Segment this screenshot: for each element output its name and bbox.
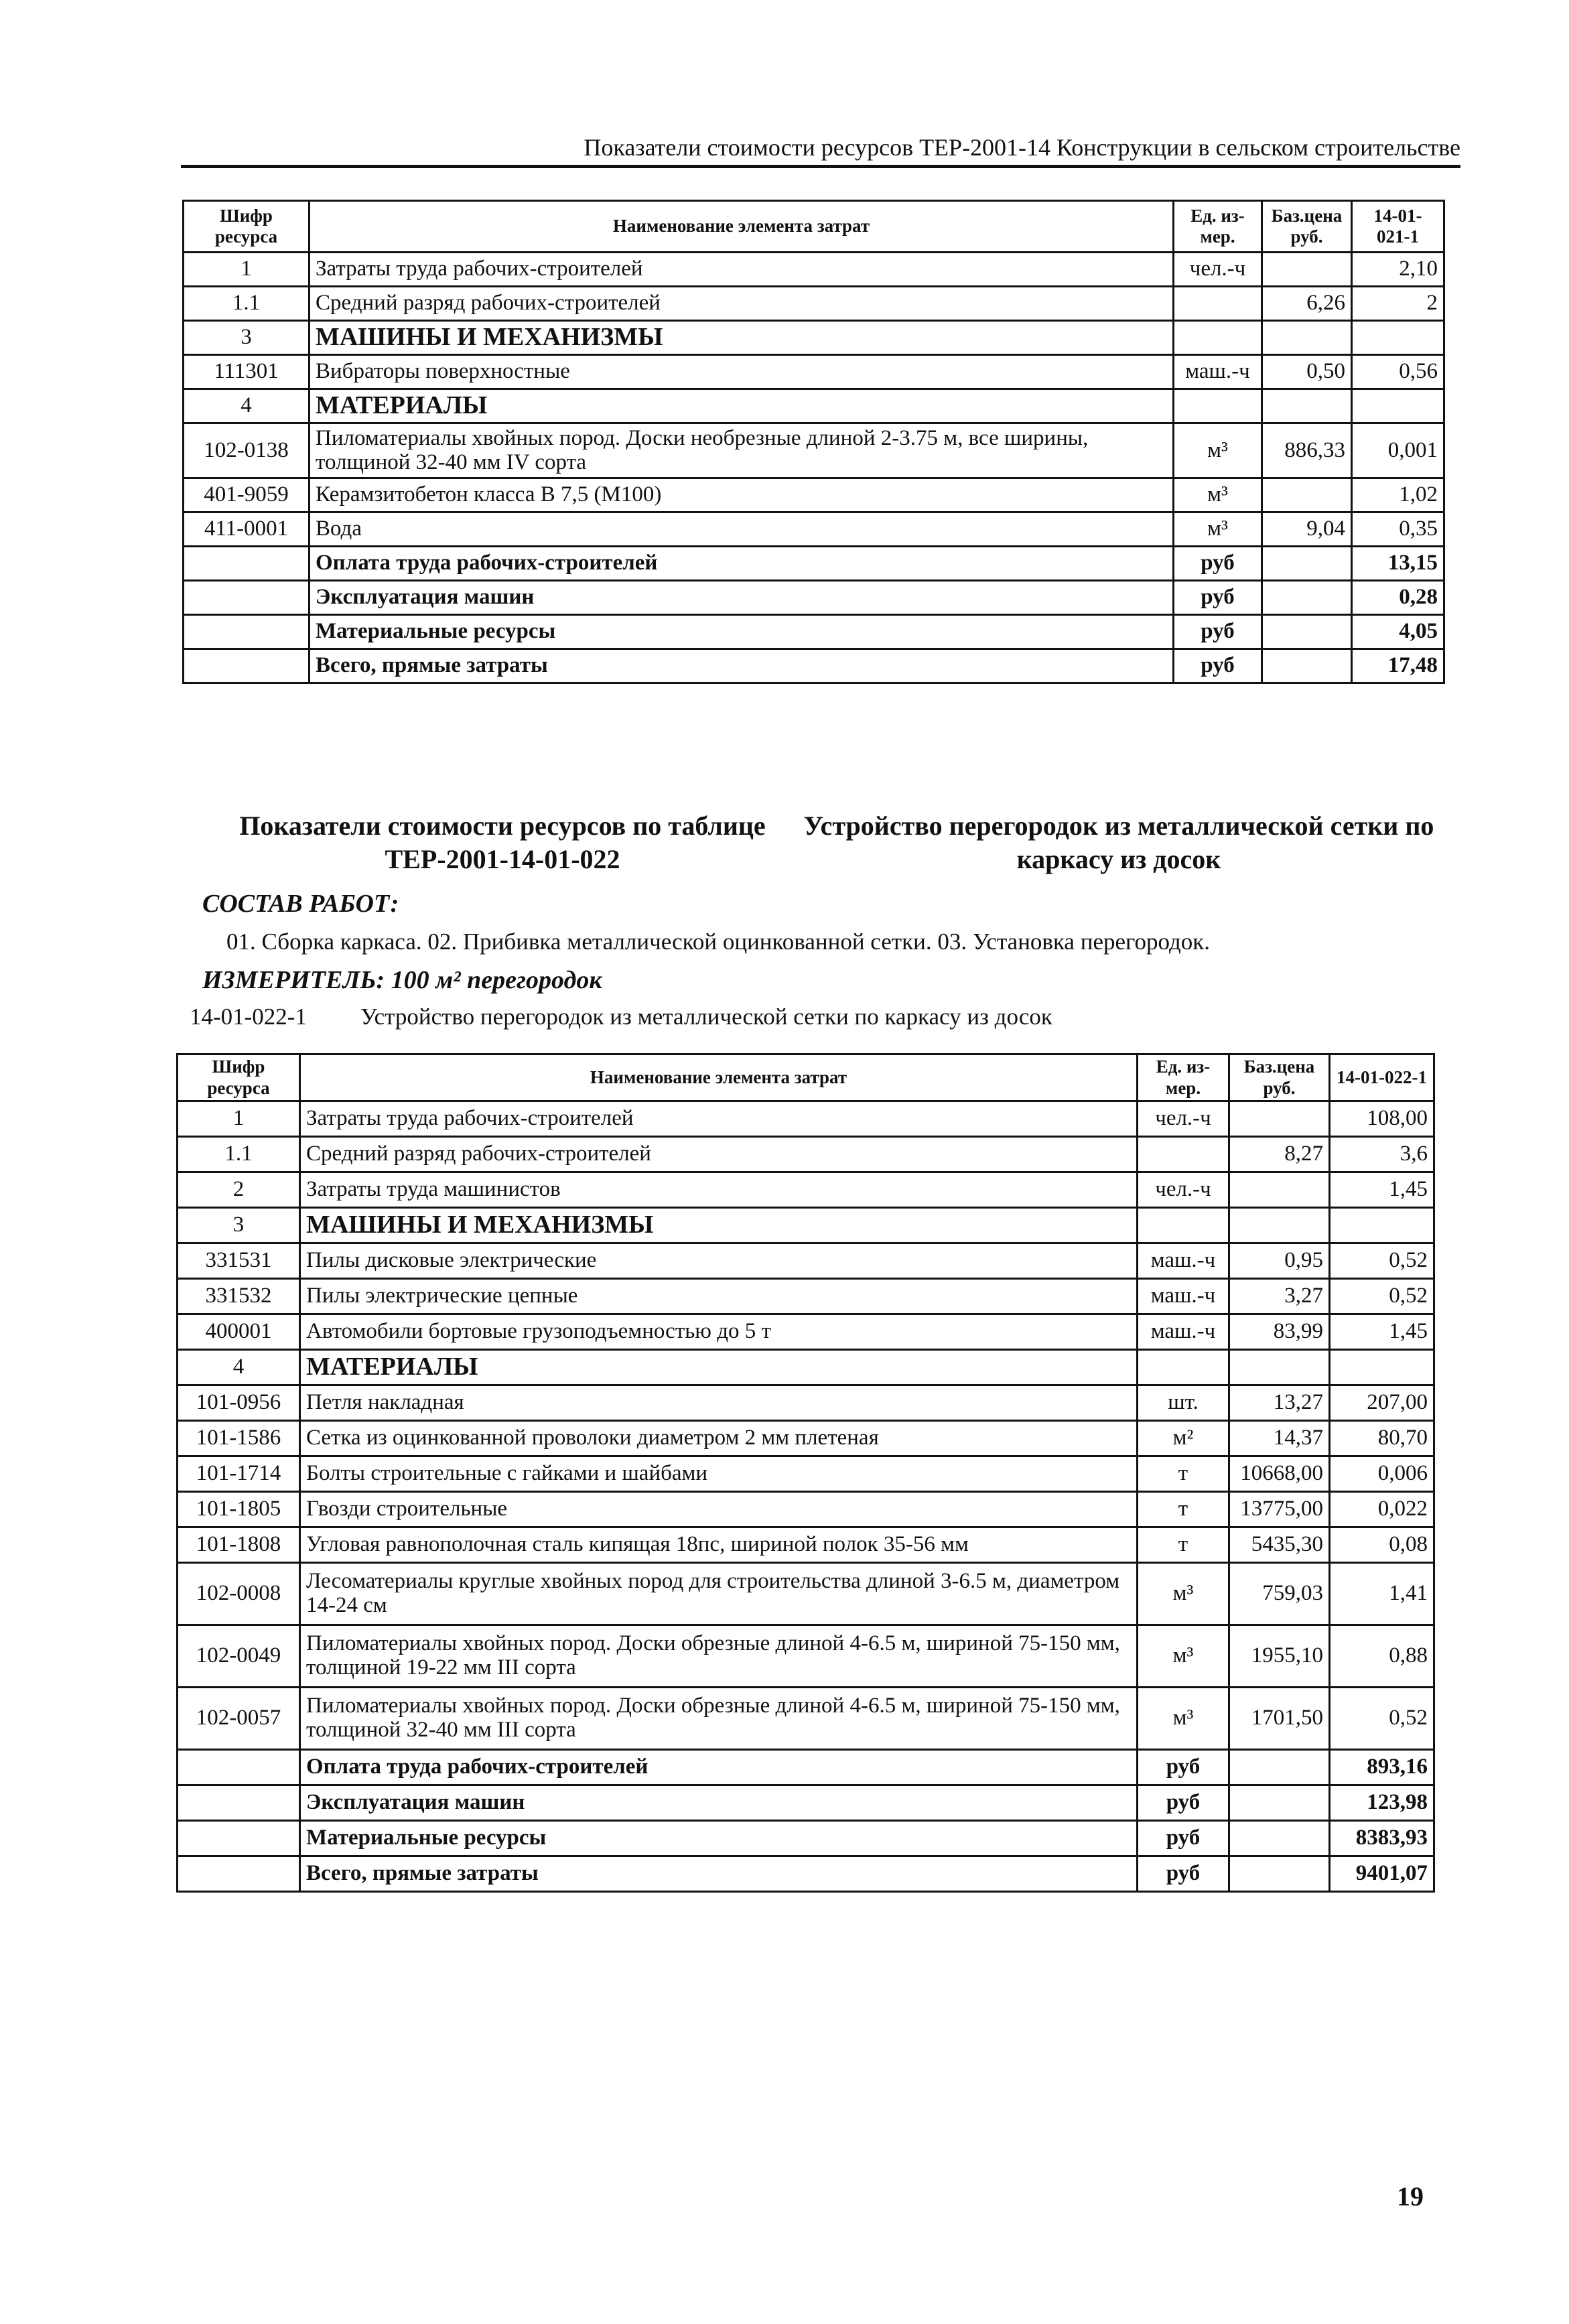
unit (1174, 321, 1262, 355)
table-header-row (178, 1054, 1434, 1101)
section-row (184, 321, 1444, 355)
page-number: 19 (1397, 2181, 1424, 2211)
norm-value: 207,00 (1330, 1385, 1434, 1421)
norm-value: 0,001 (1352, 423, 1444, 478)
norm-value: 0,52 (1330, 1688, 1434, 1750)
table-row (178, 1385, 1434, 1421)
total-row (184, 615, 1444, 649)
table-header-row (184, 201, 1444, 253)
resource-code: 101-0956 (178, 1385, 300, 1421)
unit: т (1138, 1492, 1229, 1527)
norm-value: 1,02 (1352, 478, 1444, 512)
resource-table-14-01-021 (182, 200, 1445, 684)
section-title-work-name: Устройство перегородок из металлической сетки по каркасу из досок (803, 811, 1434, 874)
resource-code: 401-9059 (184, 478, 310, 512)
total-price-blank (1229, 1750, 1330, 1785)
total-unit: руб (1174, 581, 1262, 615)
norm-value: 2 (1352, 287, 1444, 321)
base-price: 83,99 (1229, 1314, 1330, 1350)
resource-code: 102-0008 (178, 1563, 300, 1625)
total-unit: руб (1174, 649, 1262, 683)
resource-code: 4 (184, 389, 310, 423)
resource-code: 1 (178, 1101, 300, 1137)
base-price: 1955,10 (1229, 1625, 1330, 1688)
total-price-blank (1262, 581, 1352, 615)
resource-code: 102-0049 (178, 1625, 300, 1688)
table-row (184, 512, 1444, 547)
table-row (178, 1688, 1434, 1750)
base-price: 759,03 (1229, 1563, 1330, 1625)
base-price (1262, 321, 1352, 355)
resource-code: 4 (178, 1350, 300, 1385)
unit: м³ (1174, 512, 1262, 547)
cost-element-name: Автомобили бортовые грузоподъемностью до 5 т (300, 1314, 1138, 1350)
item-title: Устройство перегородок из металлической сетки по каркасу из досок (360, 1004, 1052, 1030)
section-heading: МАТЕРИАЛЫ (300, 1350, 1138, 1385)
resource-code: 101-1808 (178, 1527, 300, 1563)
resource-code: 3 (178, 1208, 300, 1243)
unit: т (1138, 1456, 1229, 1492)
composition-text: 01. Сборка каркаса. 02. Прибивка металлической оцинкованной сетки. 03. Установка перегородок. (226, 929, 1211, 955)
header-resource-code: Шифр ресурса (184, 201, 310, 253)
section-row (178, 1350, 1434, 1385)
resource-code: 101-1714 (178, 1456, 300, 1492)
cost-element-name: Вода (310, 512, 1174, 547)
total-label: Всего, прямые затраты (310, 649, 1174, 683)
unit: маш.-ч (1174, 355, 1262, 389)
norm-value: 108,00 (1330, 1101, 1434, 1137)
header-cost-element: Наименование элемента затрат (310, 201, 1174, 253)
table-row (178, 1625, 1434, 1688)
base-price (1229, 1208, 1330, 1243)
unit: м³ (1138, 1625, 1229, 1688)
base-price (1229, 1172, 1330, 1208)
resource-code: 3 (184, 321, 310, 355)
total-label: Оплата труда рабочих-строителей (300, 1750, 1138, 1785)
meter-label: ИЗМЕРИТЕЛЬ: 100 м² перегородок (202, 966, 602, 994)
total-row (178, 1750, 1434, 1785)
resource-code: 411-0001 (184, 512, 310, 547)
total-value: 9401,07 (1330, 1856, 1434, 1892)
unit (1138, 1350, 1229, 1385)
total-price-blank (1262, 649, 1352, 683)
cost-element-name: Лесоматериалы круглые хвойных пород для строительства длиной 3-6.5 м, диаметром 14-24 см (300, 1563, 1138, 1625)
table-row (184, 423, 1444, 478)
section-row (184, 389, 1444, 423)
total-label: Оплата труда рабочих-строителей (310, 547, 1174, 581)
resource-code: 1.1 (184, 287, 310, 321)
base-price (1262, 389, 1352, 423)
norm-value: 80,70 (1330, 1421, 1434, 1456)
norm-value: 1,45 (1330, 1314, 1434, 1350)
table-row (178, 1421, 1434, 1456)
unit: м³ (1138, 1563, 1229, 1625)
resource-code: 101-1805 (178, 1492, 300, 1527)
cost-element-name: Затраты труда машинистов (300, 1172, 1138, 1208)
base-price: 8,27 (1229, 1137, 1330, 1172)
resource-code: 1.1 (178, 1137, 300, 1172)
table-row (178, 1527, 1434, 1563)
total-price-blank (1229, 1785, 1330, 1821)
unit (1138, 1208, 1229, 1243)
cost-element-name: Пилы дисковые электрические (300, 1243, 1138, 1279)
total-row (178, 1856, 1434, 1892)
base-price (1229, 1101, 1330, 1137)
norm-value: 0,006 (1330, 1456, 1434, 1492)
total-code-blank (184, 615, 310, 649)
composition-label: СОСТАВ РАБОТ: (202, 890, 399, 918)
table-row (178, 1243, 1434, 1279)
table-row (178, 1563, 1434, 1625)
base-price: 14,37 (1229, 1421, 1330, 1456)
resource-code: 101-1586 (178, 1421, 300, 1456)
total-price-blank (1262, 547, 1352, 581)
cost-element-name: Средний разряд рабочих-строителей (310, 287, 1174, 321)
base-price (1262, 253, 1352, 287)
section-heading: МАТЕРИАЛЫ (310, 389, 1174, 423)
resource-code: 111301 (184, 355, 310, 389)
total-row (178, 1821, 1434, 1856)
total-label: Материальные ресурсы (310, 615, 1174, 649)
norm-value: 0,35 (1352, 512, 1444, 547)
cost-element-name: Гвозди строительные (300, 1492, 1138, 1527)
resource-code: 400001 (178, 1314, 300, 1350)
unit (1138, 1137, 1229, 1172)
unit: чел.-ч (1174, 253, 1262, 287)
total-value: 8383,93 (1330, 1821, 1434, 1856)
unit: шт. (1138, 1385, 1229, 1421)
table-row (178, 1456, 1434, 1492)
total-price-blank (1262, 615, 1352, 649)
base-price (1229, 1350, 1330, 1385)
item-code: 14-01-022-1 (190, 1004, 307, 1030)
norm-value: 0,88 (1330, 1625, 1434, 1688)
total-row (178, 1785, 1434, 1821)
base-price: 886,33 (1262, 423, 1352, 478)
total-code-blank (178, 1856, 300, 1892)
header-base-price: Баз.цена руб. (1229, 1054, 1330, 1101)
cost-element-name: Затраты труда рабочих-строителей (310, 253, 1174, 287)
total-code-blank (184, 547, 310, 581)
cost-element-name: Пиломатериалы хвойных пород. Доски обрезные длиной 4-6.5 м, шириной 75-150 мм, толщиной 32-40 мм III сорта (300, 1688, 1138, 1750)
norm-value (1330, 1350, 1434, 1385)
section-row (178, 1208, 1434, 1243)
norm-value: 3,6 (1330, 1137, 1434, 1172)
total-label: Эксплуатация машин (310, 581, 1174, 615)
norm-value: 1,45 (1330, 1172, 1434, 1208)
total-label: Эксплуатация машин (300, 1785, 1138, 1821)
section-heading: МАШИНЫ И МЕХАНИЗМЫ (310, 321, 1174, 355)
total-row (184, 649, 1444, 683)
total-code-blank (178, 1750, 300, 1785)
unit: маш.-ч (1138, 1243, 1229, 1279)
unit: м³ (1174, 423, 1262, 478)
total-value: 4,05 (1352, 615, 1444, 649)
cost-element-name: Вибраторы поверхностные (310, 355, 1174, 389)
total-code-blank (184, 649, 310, 683)
total-value: 13,15 (1352, 547, 1444, 581)
table-row (184, 355, 1444, 389)
table-row (184, 478, 1444, 512)
total-unit: руб (1138, 1785, 1229, 1821)
table-row (184, 287, 1444, 321)
header-cost-element: Наименование элемента затрат (300, 1054, 1138, 1101)
norm-value: 0,08 (1330, 1527, 1434, 1563)
norm-value: 0,52 (1330, 1279, 1434, 1314)
base-price: 1701,50 (1229, 1688, 1330, 1750)
header-norm-code: 14-01-021-1 (1352, 201, 1444, 253)
cost-element-name: Пилы электрические цепные (300, 1279, 1138, 1314)
base-price: 13,27 (1229, 1385, 1330, 1421)
section-heading: МАШИНЫ И МЕХАНИЗМЫ (300, 1208, 1138, 1243)
base-price: 5435,30 (1229, 1527, 1330, 1563)
table-row (178, 1137, 1434, 1172)
total-unit: руб (1138, 1750, 1229, 1785)
unit: т (1138, 1527, 1229, 1563)
base-price: 9,04 (1262, 512, 1352, 547)
base-price: 3,27 (1229, 1279, 1330, 1314)
cost-element-name: Болты строительные с гайками и шайбами (300, 1456, 1138, 1492)
cost-element-name: Затраты труда рабочих-строителей (300, 1101, 1138, 1137)
unit: маш.-ч (1138, 1279, 1229, 1314)
section-title-table-ref: Показатели стоимости ресурсов по таблице ТЕР-2001-14-01-022 (239, 811, 766, 874)
header-resource-code: Шифр ресурса (178, 1054, 300, 1101)
resource-code: 1 (184, 253, 310, 287)
total-unit: руб (1138, 1856, 1229, 1892)
table-row (178, 1492, 1434, 1527)
resource-table-14-01-022 (176, 1053, 1435, 1893)
unit: чел.-ч (1138, 1101, 1229, 1137)
base-price: 0,50 (1262, 355, 1352, 389)
total-code-blank (184, 581, 310, 615)
table-row (178, 1279, 1434, 1314)
cost-element-name: Пиломатериалы хвойных пород. Доски обрезные длиной 4-6.5 м, шириной 75-150 мм, толщиной 19-22 мм III сорта (300, 1625, 1138, 1688)
header-base-price: Баз.цена руб. (1262, 201, 1352, 253)
norm-value (1330, 1208, 1434, 1243)
resource-code: 2 (178, 1172, 300, 1208)
total-code-blank (178, 1785, 300, 1821)
cost-element-name: Петля накладная (300, 1385, 1138, 1421)
total-value: 0,28 (1352, 581, 1444, 615)
table-row (184, 253, 1444, 287)
unit: м³ (1138, 1688, 1229, 1750)
total-unit: руб (1174, 615, 1262, 649)
norm-value (1352, 389, 1444, 423)
total-label: Материальные ресурсы (300, 1821, 1138, 1856)
base-price: 6,26 (1262, 287, 1352, 321)
norm-value (1352, 321, 1444, 355)
total-value: 17,48 (1352, 649, 1444, 683)
base-price (1262, 478, 1352, 512)
total-unit: руб (1138, 1821, 1229, 1856)
table-row (178, 1101, 1434, 1137)
total-price-blank (1229, 1856, 1330, 1892)
table-row (178, 1314, 1434, 1350)
total-value: 893,16 (1330, 1750, 1434, 1785)
total-row (184, 581, 1444, 615)
table-row (178, 1172, 1434, 1208)
norm-value: 0,56 (1352, 355, 1444, 389)
total-row (184, 547, 1444, 581)
cost-element-name: Пиломатериалы хвойных пород. Доски необрезные длиной 2-3.75 м, все ширины, толщиной 32-40 мм IV сорта (310, 423, 1174, 478)
norm-value: 2,10 (1352, 253, 1444, 287)
header-norm-code: 14-01-022-1 (1330, 1054, 1434, 1101)
norm-value: 1,41 (1330, 1563, 1434, 1625)
unit: чел.-ч (1138, 1172, 1229, 1208)
running-header: Показатели стоимости ресурсов ТЕР-2001-14 Конструкции в сельском строительстве (181, 133, 1460, 168)
total-unit: руб (1174, 547, 1262, 581)
base-price: 10668,00 (1229, 1456, 1330, 1492)
total-label: Всего, прямые затраты (300, 1856, 1138, 1892)
cost-element-name: Сетка из оцинкованной проволоки диаметром 2 мм плетеная (300, 1421, 1138, 1456)
unit (1174, 389, 1262, 423)
cost-element-name: Средний разряд рабочих-строителей (300, 1137, 1138, 1172)
cost-element-name: Керамзитобетон класса В 7,5 (М100) (310, 478, 1174, 512)
unit: м² (1138, 1421, 1229, 1456)
resource-code: 102-0057 (178, 1688, 300, 1750)
resource-code: 102-0138 (184, 423, 310, 478)
header-unit: Ед. из-мер. (1138, 1054, 1229, 1101)
total-price-blank (1229, 1821, 1330, 1856)
unit (1174, 287, 1262, 321)
cost-element-name: Угловая равнополочная сталь кипящая 18пс, шириной полок 35-56 мм (300, 1527, 1138, 1563)
resource-code: 331532 (178, 1279, 300, 1314)
norm-value: 0,52 (1330, 1243, 1434, 1279)
total-code-blank (178, 1821, 300, 1856)
unit: маш.-ч (1138, 1314, 1229, 1350)
unit: м³ (1174, 478, 1262, 512)
header-unit: Ед. из-мер. (1174, 201, 1262, 253)
norm-value: 0,022 (1330, 1492, 1434, 1527)
resource-code: 331531 (178, 1243, 300, 1279)
base-price: 0,95 (1229, 1243, 1330, 1279)
base-price: 13775,00 (1229, 1492, 1330, 1527)
total-value: 123,98 (1330, 1785, 1434, 1821)
